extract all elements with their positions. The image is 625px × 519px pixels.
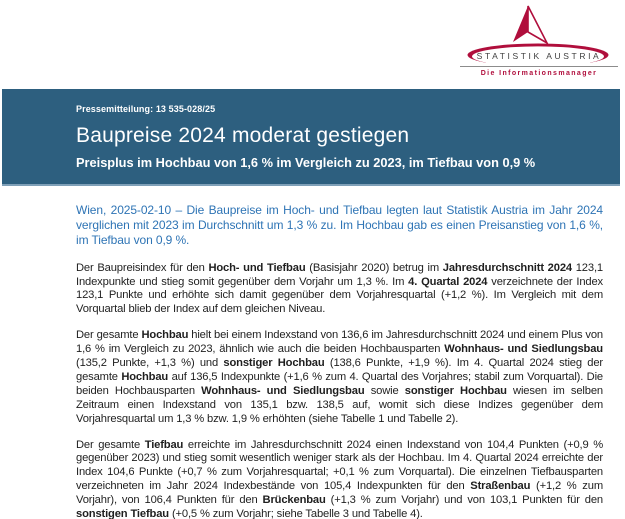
body-paragraph-index-overview: Der Baupreisindex für den Hoch- und Tiefbau (Basisjahr 2020) betrug im Jahresdurchschnitt 2024 123,1 Indexpunkte und stieg somit gegenüber dem Vorjahr um 1,3 %. Im 4. Quartal 2024 verzeichnete der Index 123,1 Punkte und erhöhte sich damit gegenüber dem Vorjahresquartal (+1,2 %). Im Vergleich mit dem Vorquartal blieb der Index auf dem gleichen Niveau. [76,261,603,316]
logo-tagline: Die Informationsmanager [480,70,598,77]
logo-arrow-icon [510,4,550,44]
press-release-number: Pressemitteilung: 13 535-028/25 [76,104,216,114]
lead-paragraph: Wien, 2025-02-10 – Die Baupreise im Hoch- und Tiefbau legten laut Statistik Austria im Jahr 2024 verglichen mit 2023 im Durchschnitt um 1,3 % zu. Im Hochbau gab es einen Preisanstieg von 1,6 %, im Tiefbau von 0,9 %. [76,203,603,248]
logo-wordmark: STATISTIK AUSTRIA [476,51,602,61]
article-body [76,203,603,519]
statistik-austria-logo [458,4,620,84]
header-banner [2,89,620,186]
body-paragraph-hochbau: Der gesamte Hochbau hielt bei einem Indexstand von 136,6 im Jahresdurchschnitt 2024 und einem Plus von 1,6 % im Vergleich zu 2023, ähnlich wie auch die beiden Hochbausparten Wohnhaus- und Siedlungsbau (135,2 Punkte, +1,3 %) und sonstiger Hochbau (138,6 Punkte, +1,9 %). Im 4. Quartal 2024 stieg der gesamte Hochbau auf 136,5 Indexpunkte (+1,6 % zum 4. Quartal des Vorjahres; stabil zum Vorquartal). Die beiden Hochbausparten Wohnhaus- und Siedlungsbau sowie sonstiger Hochbau wiesen im selben Zeitraum einen Indexstand von 135,1 bzw. 138,5 auf, womit sich diese Indizes gegenüber dem Vorjahresquartal um 1,3 % bzw. 1,9 % erhöhten (siehe Tabelle 1 und Tabelle 2). [76,329,603,425]
page-subtitle: Preisplus im Hochbau von 1,6 % im Vergleich zu 2023, im Tiefbau von 0,9 % [76,155,536,170]
logo-divider-line [460,66,618,67]
body-paragraph-tiefbau: Der gesamte Tiefbau erreichte im Jahresdurchschnitt 2024 einen Indexstand von 104,4 Punkten (+0,9 % gegenüber 2023) und stieg somit wesentlich weniger stark als der Hochbau. Im 4. Quartal 2024 erreichte der Index 104,6 Punkte (+0,7 % zum Vorjahresquartal; +0,1 % zum Vorquartal). Die einzelnen Tiefbausparten verzeichneten im Jahr 2024 Indexbestände von 105,4 Indexpunkten für den Straßenbau (+1,2 % zum Vorjahr), von 106,4 Punkten für den Brückenbau (+1,3 % zum Vorjahr) und von 103,1 Punkten für den sonstigen Tiefbau (+0,5 % zum Vorjahr; siehe Tabelle 3 und Tabelle 4). [76,438,603,519]
page-title: Baupreise 2024 moderat gestiegen [76,124,410,147]
